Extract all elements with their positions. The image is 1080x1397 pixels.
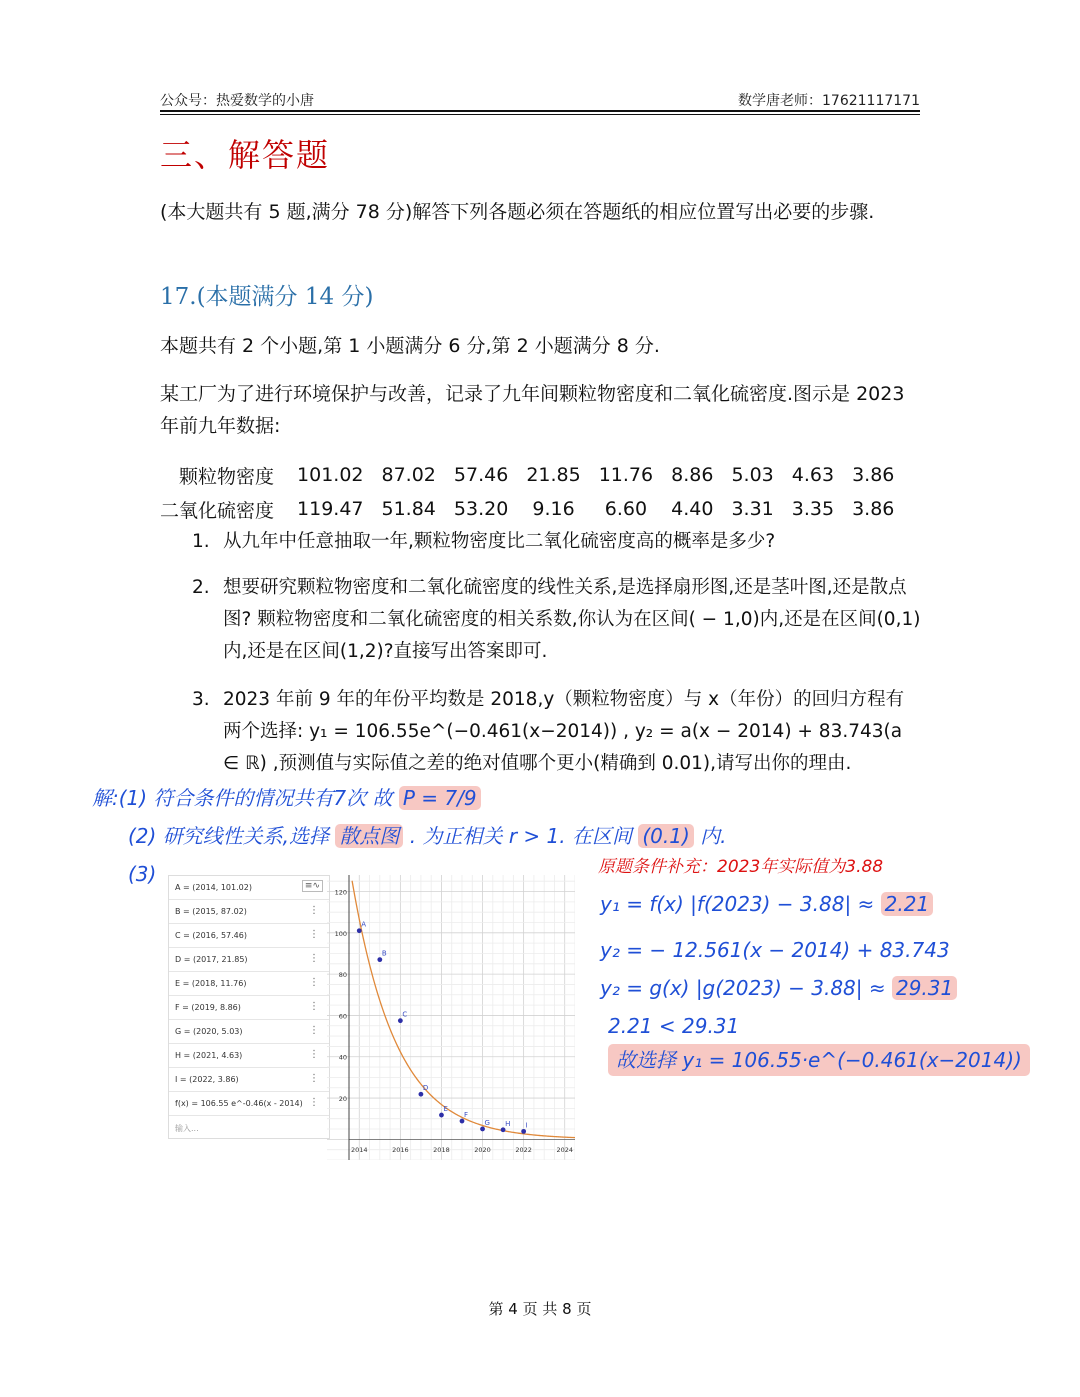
point-label: D bbox=[422, 1084, 429, 1093]
y-tick-label: 80 bbox=[338, 971, 347, 980]
data-point[interactable] bbox=[439, 1113, 444, 1118]
input-bar[interactable] bbox=[169, 1116, 329, 1139]
table-cell: 3.86 bbox=[852, 464, 895, 486]
intro-text: (本大题共有 5 题,满分 78 分)解答下列各题必须在答题纸的相应位置写出必要的步骤. bbox=[160, 201, 875, 223]
point-label: F bbox=[464, 1111, 469, 1120]
algebra-entry: A = (2014, 101.02) bbox=[175, 883, 252, 892]
hw-highlight: 故选择 y₁ = 106.55·e^(−0.461(x−2014)) bbox=[608, 1044, 1030, 1076]
algebra-entry: B = (2015, 87.02) bbox=[175, 907, 247, 916]
data-point[interactable] bbox=[398, 1018, 403, 1023]
point-label: H bbox=[505, 1119, 511, 1128]
handwritten-y3 bbox=[600, 976, 957, 1000]
header-rule bbox=[160, 110, 920, 112]
algebra-entry: D = (2017, 21.85) bbox=[175, 955, 248, 964]
list-item[interactable] bbox=[169, 1044, 329, 1068]
y-tick-label: 120 bbox=[334, 888, 347, 897]
item-text: 从九年中任意抽取一年,颗粒物密度比二氧化硫密度高的概率是多少? bbox=[223, 531, 776, 552]
more-icon[interactable]: ⋮ bbox=[309, 953, 319, 964]
geogebra-graph[interactable] bbox=[327, 875, 575, 1160]
menu-icon[interactable]: ≡∿ bbox=[302, 880, 323, 892]
list-item[interactable] bbox=[169, 876, 329, 900]
table-cell: 3.31 bbox=[731, 498, 774, 520]
more-icon[interactable]: ⋮ bbox=[309, 1001, 319, 1012]
table-cell: 57.46 bbox=[453, 464, 509, 486]
y-tick-label: 100 bbox=[334, 929, 347, 938]
more-icon[interactable]: ⋮ bbox=[309, 977, 319, 988]
more-icon[interactable]: ⋮ bbox=[309, 1025, 319, 1036]
question-desc: 本题共有 2 个小题,第 1 小题满分 6 分,第 2 小题满分 8 分. bbox=[160, 335, 660, 357]
point-label: I bbox=[525, 1121, 528, 1130]
data-table bbox=[160, 458, 903, 526]
table-cell: 9.16 bbox=[532, 498, 575, 520]
table-row bbox=[160, 492, 903, 526]
algebra-entry: G = (2020, 5.03) bbox=[175, 1027, 243, 1036]
question-text: 某工厂为了进行环境保护与改善，记录了九年间颗粒物密度和二氧化硫密度.图示是 2023 年前九年数据: bbox=[160, 383, 905, 437]
more-icon[interactable]: ⋮ bbox=[309, 905, 319, 916]
table-cell: 87.02 bbox=[381, 464, 436, 486]
table-cell: 101.02 bbox=[297, 464, 364, 486]
x-tick-label: 2024 bbox=[556, 1146, 574, 1154]
algebra-entry: I = (2022, 3.86) bbox=[175, 1075, 239, 1084]
more-icon[interactable]: ⋮ bbox=[309, 1049, 319, 1060]
table-cell: 8.86 bbox=[671, 464, 714, 486]
handwritten-final bbox=[608, 1044, 1030, 1073]
y-tick-label: 20 bbox=[338, 1095, 347, 1104]
hw-highlight: 散点图 bbox=[335, 824, 403, 848]
hw-text: y₁ = f(x) |f(2023) − 3.88| ≈ bbox=[600, 892, 875, 916]
algebra-entry: f(x) = 106.55 e^-0.46(x - 2014) bbox=[175, 1099, 303, 1108]
y-tick-label: 60 bbox=[338, 1012, 347, 1021]
item-text: 2023 年前 9 年的年份平均数是 2018,y（颗粒物密度）与 x（年份）的回归方程有两个选择: y₁ = 106.55e^(−0.461(x−2014)) , y₂ = a(x − 2014) + 83.743(a ∈ ℝ) ,预测值与实际值之差的绝对值哪个更小(精确到 0.01),请写出你的理由. bbox=[223, 689, 905, 774]
table-row bbox=[160, 458, 903, 492]
header-left: 公众号：热爱数学的小唐 bbox=[160, 93, 314, 109]
algebra-entry: F = (2019, 8.86) bbox=[175, 1003, 241, 1012]
point-label: A bbox=[361, 920, 367, 929]
x-tick-label: 2018 bbox=[433, 1146, 450, 1154]
hw-text: 解:(1) 符合条件的情况共有7次 故 bbox=[92, 786, 393, 810]
table-cell: 11.76 bbox=[598, 464, 654, 486]
handwritten-compare: 2.21 < 29.31 bbox=[608, 1014, 740, 1038]
handwritten-y1 bbox=[600, 892, 933, 916]
x-tick-label: 2016 bbox=[392, 1146, 409, 1154]
page-footer: 第 4 页 共 8 页 bbox=[488, 1300, 592, 1318]
list-item[interactable] bbox=[169, 1020, 329, 1044]
hw-text: . 为正相关 r > 1. 在区间 bbox=[409, 824, 632, 848]
more-icon[interactable]: ⋮ bbox=[309, 1097, 319, 1108]
table-cell: 51.84 bbox=[381, 498, 436, 520]
data-point[interactable] bbox=[377, 957, 382, 962]
handwritten-line-2 bbox=[128, 820, 726, 849]
x-tick-label: 2014 bbox=[350, 1146, 368, 1154]
hw-highlight: 2.21 bbox=[881, 892, 934, 916]
table-cell: 4.63 bbox=[791, 464, 835, 486]
data-point[interactable] bbox=[460, 1119, 465, 1124]
list-item[interactable] bbox=[169, 1068, 329, 1092]
input-placeholder: 输入... bbox=[175, 1124, 199, 1133]
table-cell: 4.40 bbox=[671, 498, 714, 520]
more-icon[interactable]: ⋮ bbox=[309, 929, 319, 940]
algebra-entry: E = (2018, 11.76) bbox=[175, 979, 247, 988]
handwritten-y2: y₂ = − 12.561(x − 2014) + 83.743 bbox=[600, 938, 950, 962]
list-item[interactable] bbox=[169, 924, 329, 948]
x-tick-label: 2020 bbox=[474, 1146, 491, 1154]
point-label: E bbox=[443, 1105, 448, 1114]
handwritten-line-1 bbox=[92, 782, 481, 811]
list-item[interactable] bbox=[169, 996, 329, 1020]
data-point[interactable] bbox=[521, 1129, 526, 1134]
data-point[interactable] bbox=[357, 928, 362, 933]
data-point[interactable] bbox=[419, 1092, 424, 1097]
table-cell: 53.20 bbox=[453, 498, 509, 520]
list-item bbox=[192, 572, 922, 668]
geogebra-algebra-panel bbox=[168, 875, 330, 1139]
algebra-entry: H = (2021, 4.63) bbox=[175, 1051, 243, 1060]
list-item bbox=[192, 526, 922, 558]
handwritten-line-3: (3) bbox=[128, 862, 157, 886]
hw-text: (2) 研究线性关系,选择 bbox=[128, 824, 330, 848]
data-point[interactable] bbox=[480, 1127, 485, 1132]
list-item bbox=[192, 684, 922, 780]
table-cell: 119.47 bbox=[297, 498, 364, 520]
item-number: 1. bbox=[192, 531, 210, 552]
data-point[interactable] bbox=[501, 1127, 506, 1132]
table-cell: 3.35 bbox=[791, 498, 835, 520]
x-tick-label: 2022 bbox=[515, 1146, 532, 1154]
hw-text: y₂ = g(x) |g(2023) − 3.88| ≈ bbox=[600, 976, 886, 1000]
hw-highlight: P = 7/9 bbox=[399, 786, 481, 810]
list-item[interactable] bbox=[169, 972, 329, 996]
section-title: 三、解答题 bbox=[160, 136, 331, 174]
table-cell: 6.60 bbox=[604, 498, 648, 520]
y-tick-label: 40 bbox=[338, 1053, 347, 1062]
algebra-entry: C = (2016, 57.46) bbox=[175, 931, 247, 940]
header-rule-thin bbox=[160, 114, 920, 115]
table-cell: 3.86 bbox=[852, 498, 895, 520]
handwritten-note: 原题条件补充：2023年实际值为3.88 bbox=[598, 857, 884, 877]
regression-curve bbox=[352, 881, 575, 1138]
table-cell: 21.85 bbox=[526, 464, 581, 486]
row-label: 颗粒物密度 bbox=[179, 465, 275, 488]
hw-highlight: 29.31 bbox=[892, 976, 957, 1000]
item-number: 3. bbox=[192, 689, 210, 710]
question-title: 17.(本题满分 14 分) bbox=[160, 284, 374, 310]
row-label: 二氧化硫密度 bbox=[160, 499, 275, 522]
list-item[interactable] bbox=[169, 1092, 329, 1116]
more-icon[interactable]: ⋮ bbox=[309, 1073, 319, 1084]
list-item[interactable] bbox=[169, 948, 329, 972]
point-label: G bbox=[484, 1118, 490, 1127]
item-text: 想要研究颗粒物密度和二氧化硫密度的线性关系,是选择扇形图,还是茎叶图,还是散点图? 颗粒物密度和二氧化硫密度的相关系数,你认为在区间( − 1,0)内,还是在区间(0,1)内,还是在区间(1,2)?直接写出答案即可. bbox=[223, 577, 921, 662]
hw-text: 内. bbox=[700, 824, 727, 848]
hw-highlight: (0.1) bbox=[638, 824, 693, 848]
list-item[interactable] bbox=[169, 900, 329, 924]
point-label: B bbox=[381, 949, 387, 958]
header-right: 数学唐老师：17621117171 bbox=[738, 93, 920, 109]
table-cell: 5.03 bbox=[731, 464, 774, 486]
point-label: C bbox=[402, 1010, 408, 1019]
item-number: 2. bbox=[192, 577, 210, 598]
